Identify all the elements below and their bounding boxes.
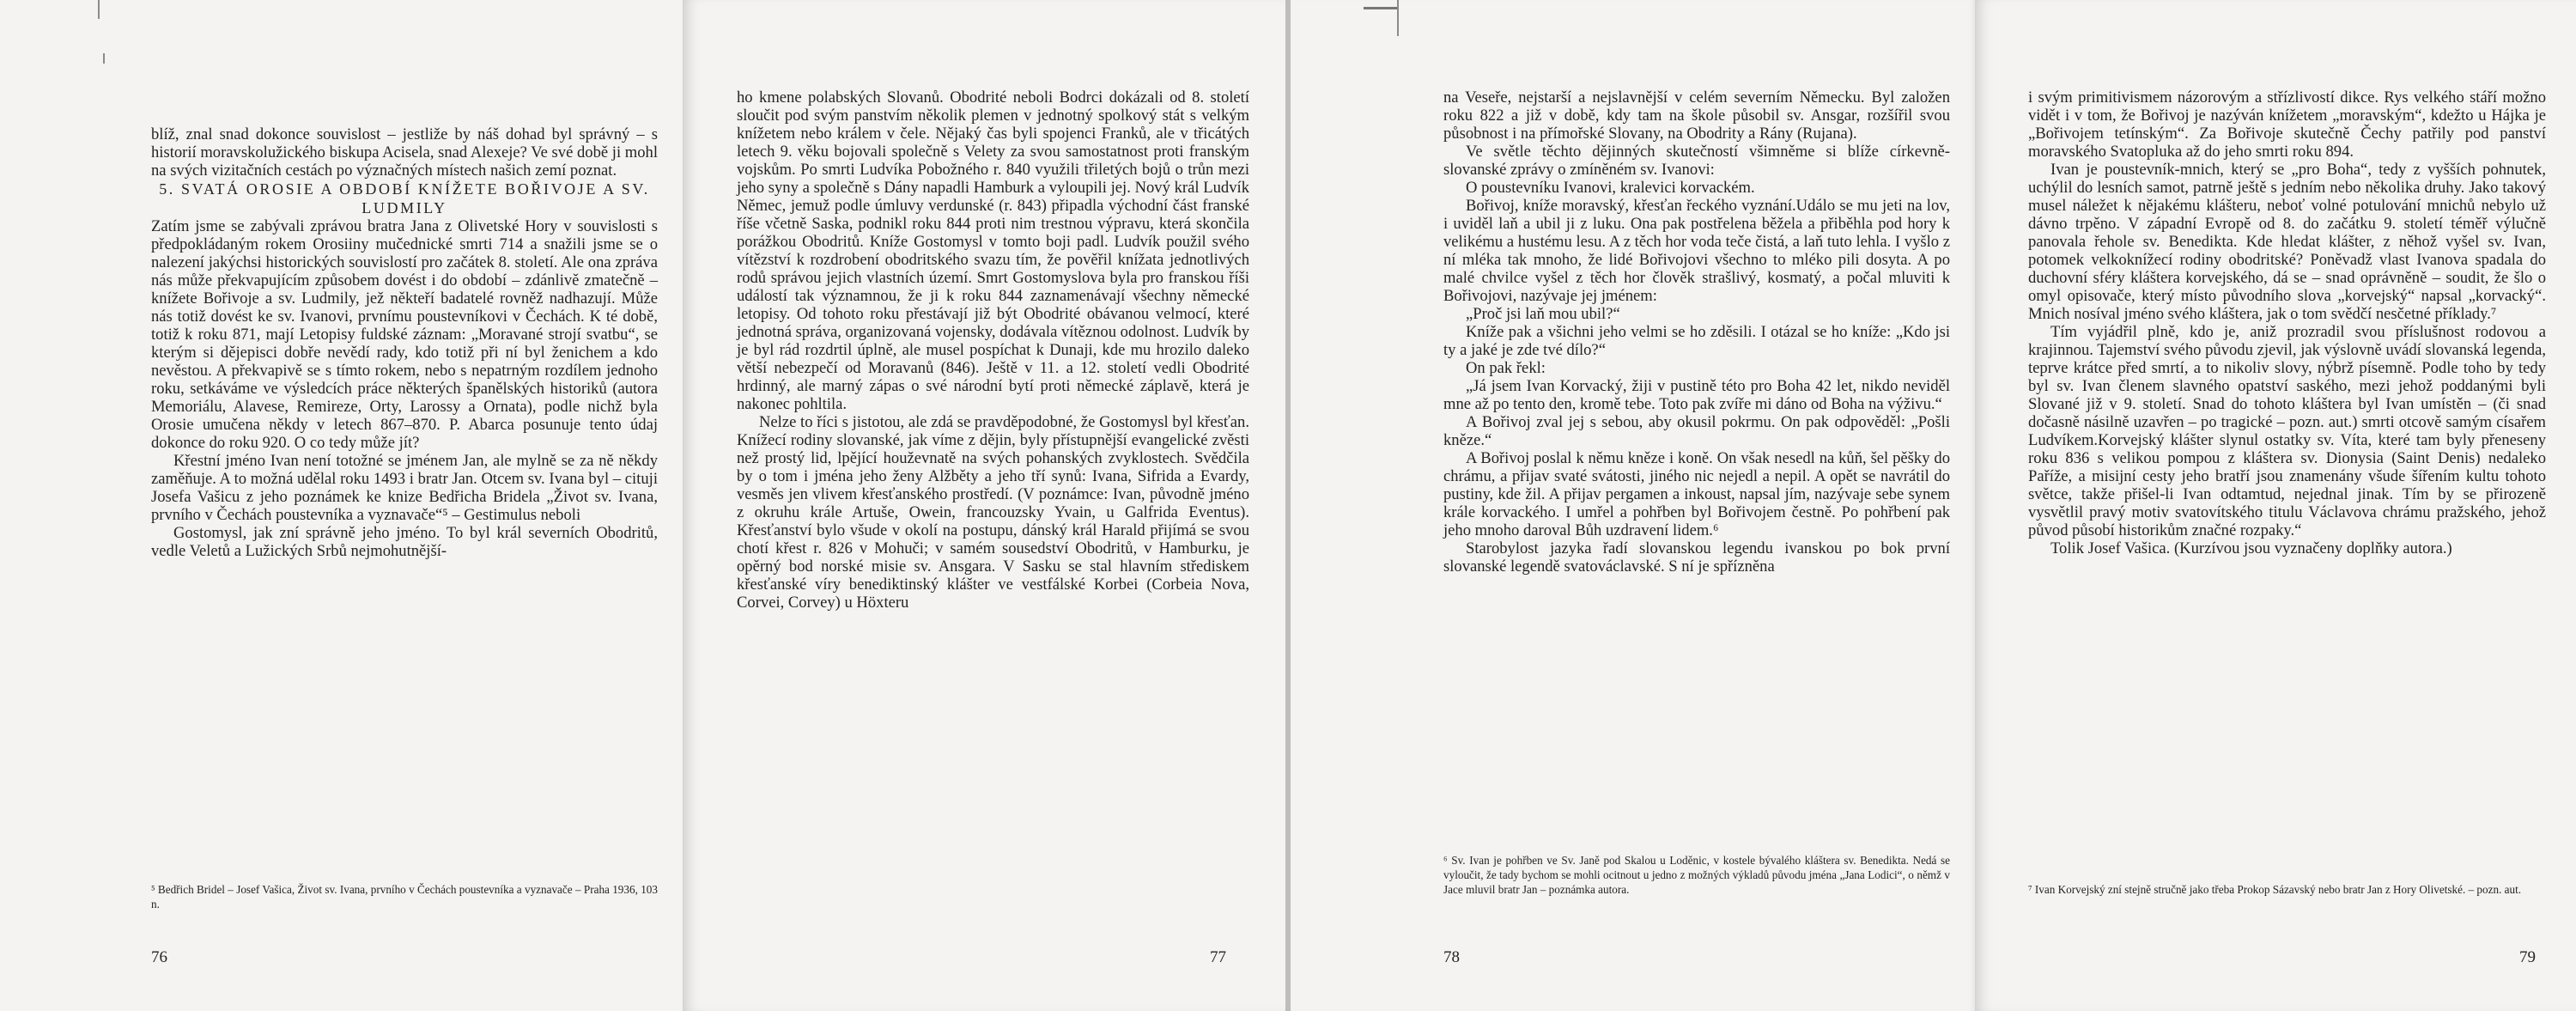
paragraph: Tolik Josef Vašica. (Kurzívou jsou vyznačeny doplňky autora.) <box>2050 539 2452 557</box>
page-79 <box>1975 0 2576 1011</box>
footnote: ⁷ Ivan Korvejský zní stejně stručně jako třeba Prokop Sázavský nebo bratr Jan z Hory Olivetské. – pozn. aut. <box>2028 883 2522 896</box>
body-column <box>1443 88 1950 576</box>
scan-mark <box>1364 7 1398 9</box>
scan-mark <box>1397 0 1399 36</box>
scan-mark <box>103 53 105 64</box>
page-number: 78 <box>1443 948 1460 966</box>
paragraph: Starobylost jazyka řadí slovanskou legendu ivanskou po bok první slovanské legendě svatováclavské. S ní je spřízněna <box>1443 539 1950 576</box>
page-number: 76 <box>151 948 167 966</box>
paragraph: A Bořivoj zval jej s sebou, aby okusil pokrmu. On pak odpověděl: „Pošli kněze.“ <box>1443 413 1950 449</box>
paragraph: Gostomysl, jak zní správně jeho jméno. To byl král severních Obodritů, vedle Veletů a Lužických Srbů nejmohutnější- <box>151 524 658 560</box>
body-column <box>737 88 1249 612</box>
paragraph: On pak řekl: <box>1466 359 1546 377</box>
paragraph: blíž, znal snad dokonce souvislost – jestliže by náš dohad byl správný – s historií moravskolužického biskupa Acisela, snad Alexeje? Ve své době ji mohl na svých vizitačních cestách po význačných místech našich zemí poznat. <box>151 125 658 180</box>
page-number: 77 <box>1210 948 1226 966</box>
page-78 <box>1291 0 1975 1011</box>
page-77 <box>683 0 1285 1011</box>
paragraph: Ivan je poustevník-mnich, který se „pro Boha“, tedy z vyšších pohnutek, uchýlil do lesních samot, patrně ještě s jedním nebo několika druhy. Jako takový musel náležet k nějakému klášteru, neboť volné potulování mnichů nebylo už dávno trpěno. V západní Evropě od 8. do začátku 9. století téměř výlučně panovala řehole sv. Benedikta. Kde hledat klášter, z něhož vyšel sv. Ivan, potomek velkoknížecí rodiny obodritské? Poněvadž vlast Ivanova spadala do duchovní sféry kláštera korvejského, dá se – snad oprávněně – soudit, že šlo o omyl opisovače, který místo původního slova „korvejský“ napsal „korvacký“. Mnich nosíval jméno svého kláštera, jak o tom svědčí nesčetné příklady.⁷ <box>2028 161 2546 323</box>
paragraph: ho kmene polabských Slovanů. Obodrité neboli Bodrci dokázali od 8. století sloučit pod svým panstvím několik plemen v jednotný spolkový stát s velkým knížetem nebo králem v čele. Nějaký čas byli spojenci Franků, ale v třicátých letech 9. věku bojovali společně s Velety za svou samostatnost proti franským vojskům. Po smrti Ludvíka Pobožného r. 840 využili třiletých bojů o trůn mezi jeho syny a společně s Dány napadli Hamburk a vyloupili jej. Nový král Ludvík Němec, jemuž podle úmluvy verdunské (r. 843) připadla východní část franské říše včetně Saska, podnikl roku 844 proti nim trestnou výpravu, která skončila porážkou Obodritů. Kníže Gostomysl v tomto boji padl. Ludvík použil svého vítězství k rozdrobení obodritského svazu tím, že pověřil knížata jednotlivých rodů správou jejich vlastních území. Smrt Gostomyslova byla pro franskou říši událostí tak významnou, že ji k roku 844 zaznamenávají všechny německé letopisy. Od tohoto roku přestávají již být Obodrité obávanou velmocí, které jednotná správa, organizovaná vojensky, dodávala vítěznou odolnost. Ludvík by je byl rád rozdrtil úplně, ale musel pospíchat k Dunaji, kde mu hrozilo daleko větší nebezpečí od Moravanů (846). Ještě v 11. a 12. století vedli Obodrité hrdinný, ale marný zápas o své národní bytí proti německé záplavě, která je nakonec pohltila. <box>737 88 1249 413</box>
paragraph: „Proč jsi laň mou ubil?“ <box>1466 305 1620 323</box>
footnote: ⁶ Sv. Ivan je pohřben ve Sv. Janě pod Skalou u Loděnic, v kostele bývalého kláštera sv. Benedikta. Nedá se vyloučit, že tady bychom se mohli ocitnout u jedno z možných výkladů původu jména „Jana Lodici“, o němž v Jace mluvil bratr Jan – poznámka autora. <box>1443 854 1950 896</box>
scan-mark <box>98 0 100 19</box>
paragraph: Nelze to říci s jistotou, ale zdá se pravděpodobné, že Gostomysl byl křesťan. Knížecí rodiny slovanské, jak víme z dějin, byly přístupnější evangelické zvěsti než prostý lid, lpějící houževnatě na svých pohanských zvyklostech. Svědčila by o tom i jména jeho ženy Alžběty a jeho tří synů: Ivana, Sifrida a Evardy, vesměs jen vlivem křesťanského prostředí. (V poznámce: Ivan, původně jméno z okruhu krále Artuše, Owein, francouzsky Yvain, u Galfrida Eventus). Křesťanství bylo všude v okolí na postupu, dánský král Harald přijímá se svou chotí křest r. 826 v Mohuči; v samém sousedství Obodritů, v Hamburku, je opěrný bod norské misie sv. Ansgara. V Sasku se stal hlavním střediskem křesťanské víry benediktinský klášter ve vestfálské Korbei (Corbeia Nova, Corvei, Corvey) u Höxteru <box>737 413 1249 612</box>
paragraph: Bořivoj, kníže moravský, křesťan řeckého vyznání.Událo se mu jeti na lov, i uviděl laň a ubil ji z luku. Ona pak postřelena běžela a přiběhla pod hory k velikému a hustému lesu. A z těch hor voda teče čistá, a laň tuto lehla. I vyšlo z ní mléka tak mnoho, že lidé Bořivojovi všechno to mléko pili dosyta. A po malé chvilce vyšel z těch hor člověk strašlivý, kosmatý, a počal mluviti k Bořivojovi, nazývaje jej jménem: <box>1443 197 1950 305</box>
paragraph: O poustevníku Ivanovi, kralevici korvackém. <box>1466 179 1755 197</box>
page-number: 79 <box>2519 948 2536 966</box>
chapter-heading: 5. SVATÁ OROSIE A OBDOBÍ KNÍŽETE BOŘIVOJE A SV. LUDMILY <box>159 180 650 216</box>
paragraph: Křestní jméno Ivan není totožné se jménem Jan, ale mylně se za ně někdy zaměňuje. A to možná udělal roku 1493 i bratr Jan. Otcem sv. Ivana byl – cituji Josefa Vašicu z jeho poznámek ke knize Bedřicha Bridela „Život sv. Ivana, prvního v Čechách poustevníka a vyznavače“⁵ – Gestimulus neboli <box>151 452 658 524</box>
page-76 <box>0 0 683 1011</box>
paragraph: i svým primitivismem názorovým a střízlivostí dikce. Rys velkého stáří možno vidět i v tom, že Bořivoj je nazýván knížetem „moravským“, kdežto u Hájka je „Bořivojem tetínským“. Za Bořivoje skutečně Čechy patřily pod panství moravského Svatopluka až do jeho smrti roku 894. <box>2028 88 2546 161</box>
body-column <box>2028 88 2546 557</box>
paragraph: A Bořivoj poslal k němu kněze i koně. On však nesedl na kůň, šel pěšky do chrámu, a přijav svaté svátosti, jiného nic nejedl a nepil. A opět se navrátil do pustiny, kde žil. A přijav pergamen a inkoust, napsal jím, nazývaje sebe synem krále korvackého. I umřel a pohřben byl Bořivojem čestně. Po pohřbení pak jeho mnoho daroval Bůh uzdravení lidem.⁶ <box>1443 449 1950 539</box>
paragraph: „Já jsem Ivan Korvacký, žiji v pustině této pro Boha 42 let, nikdo neviděl mne až po tento den, kromě tebe. Toto pak zvíře mi dáno od Boha na výživu.“ <box>1443 377 1950 413</box>
body-column <box>151 125 658 560</box>
paragraph: Kníže pak a všichni jeho velmi se ho zděsili. I otázal se ho kníže: „Kdo jsi ty a jaké je zde tvé dílo?“ <box>1443 323 1950 359</box>
paragraph: Tím vyjádřil plně, kdo je, aniž prozradil svou příslušnost rodovou a krajinnou. Tajemství svého původu zjevil, jak výslovně uvádí slovanská legenda, teprve krátce před smrtí, a to nikoliv slovy, nýbrž písemně. Podle toho by tedy byl sv. Ivan členem slavného opatství saského, mezi jehož poddanými byli Slované již v 9. století. Snad do tohoto kláštera byl Ivan umístěn – (či snad dočasně násilně uzavřen – po tragické – pozn. aut.) smrti otcově samým císařem Ludvíkem.Korvejský klášter slynul ostatky sv. Víta, které tam byly přeneseny roku 836 s velikou pompou z kláštera sv. Dionysia (Saint Denis) nedaleko Paříže, a misijní cesty jeho bratří jsou znamenány všude šířením kultu tohoto světce, takže přišel-li Ivan odtamtud, nejednal jinak. Tím by se přirozeně vysvětlil pravý motiv svatovítského titulu Václavova chrámu pražského, jehož původ působí historikům značné rozpaky.“ <box>2028 323 2546 539</box>
paragraph: Zatím jsme se zabývali zprávou bratra Jana z Olivetské Hory v souvislosti s předpokládaným rokem Orosiiny mučednické smrti 714 a snažili jsme se o nalezení jakýchsi historických souvislostí pro začátek 8. století. Ale ona zpráva nás může překvapujícím způsobem dovést i do období – zdánlivě zmatečně – knížete Bořivoje a sv. Ludmily, jež někteří badatelé rovněž nadhazují. Může nás totiž dovést ke sv. Ivanovi, prvnímu poustevníkovi v Čechách. K té době, totiž k roku 871, mají Letopisy fuldské záznam: „Moravané strojí svatbu“, se kterým si dějepisci dobře nevědí rady, kdo totiž při ní byl ženichem a kdo nevěstou. A překvapivě se s tímto rokem, nebo s nepatrným rozdílem jednoho roku, setkáváme ve výsledcích práce některých španělských historiků (autora Memoriálu, Alavese, Remireze, Orty, Larossy a Ornata), podle nichž byla Orosie umučena někdy v letech 867–870. P. Abarca posunuje tento údaj dokonce do roku 920. O co tedy může jít? <box>151 217 658 452</box>
paragraph: Ve světle těchto dějinných skutečností všimněme si blíže církevně-slovanské zprávy o zmíněném sv. Ivanovi: <box>1443 143 1950 179</box>
footnote: ⁵ Bedřich Bridel – Josef Vašica, Život sv. Ivana, prvního v Čechách poustevníka a vyznavače – Praha 1936, 103 n. <box>151 883 658 911</box>
paragraph: na Veseře, nejstarší a nejslavnější v celém severním Německu. Byl založen roku 822 a již v době, kdy tam na škole působil sv. Ansgar, rozšířil svou působnost i na přímořské Slovany, na Obodrity a Rány (Rujana). <box>1443 88 1950 143</box>
